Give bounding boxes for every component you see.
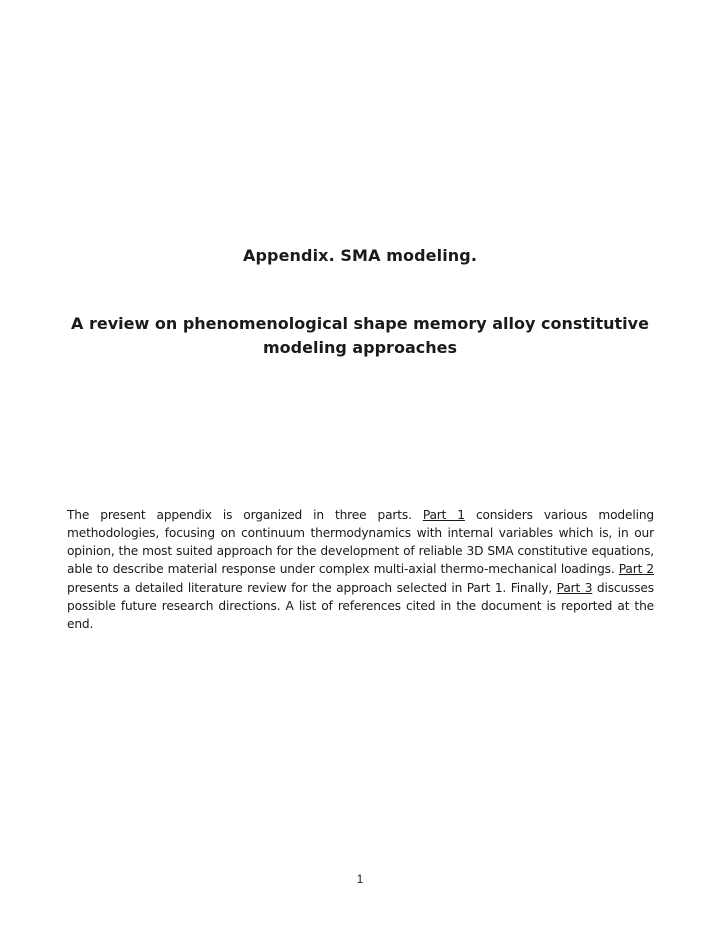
part-2-link[interactable]: Part 2 (618, 562, 654, 577)
page-title: A review on phenomenological shape memory alloy constitutive modeling approaches (71, 314, 649, 357)
paragraph-text-3: presents a detailed literature review for the approach selected in Part 1. Finally, (67, 580, 557, 595)
intro-paragraph (67, 506, 654, 633)
appendix-title: Appendix. SMA modeling. (243, 246, 477, 265)
part-3-link[interactable]: Part 3 (556, 580, 593, 595)
paragraph-text-1: The present appendix is organized in three parts. (67, 508, 423, 523)
page-number: 1 (356, 872, 364, 886)
part-1-link[interactable]: Part 1 (422, 508, 465, 523)
paragraph-text-4: discusses possible future research directions. A list of references cited in the document is reported at the end. (67, 580, 654, 631)
paragraph-text-2: considers various modeling methodologies, focusing on continuum thermodynamics with internal variables which is, in our opinion, the most suited approach for the development of reliable 3D SMA constitutive equations, able to describe material response under complex multi-axial thermo-mechanical loadings. (67, 508, 654, 577)
